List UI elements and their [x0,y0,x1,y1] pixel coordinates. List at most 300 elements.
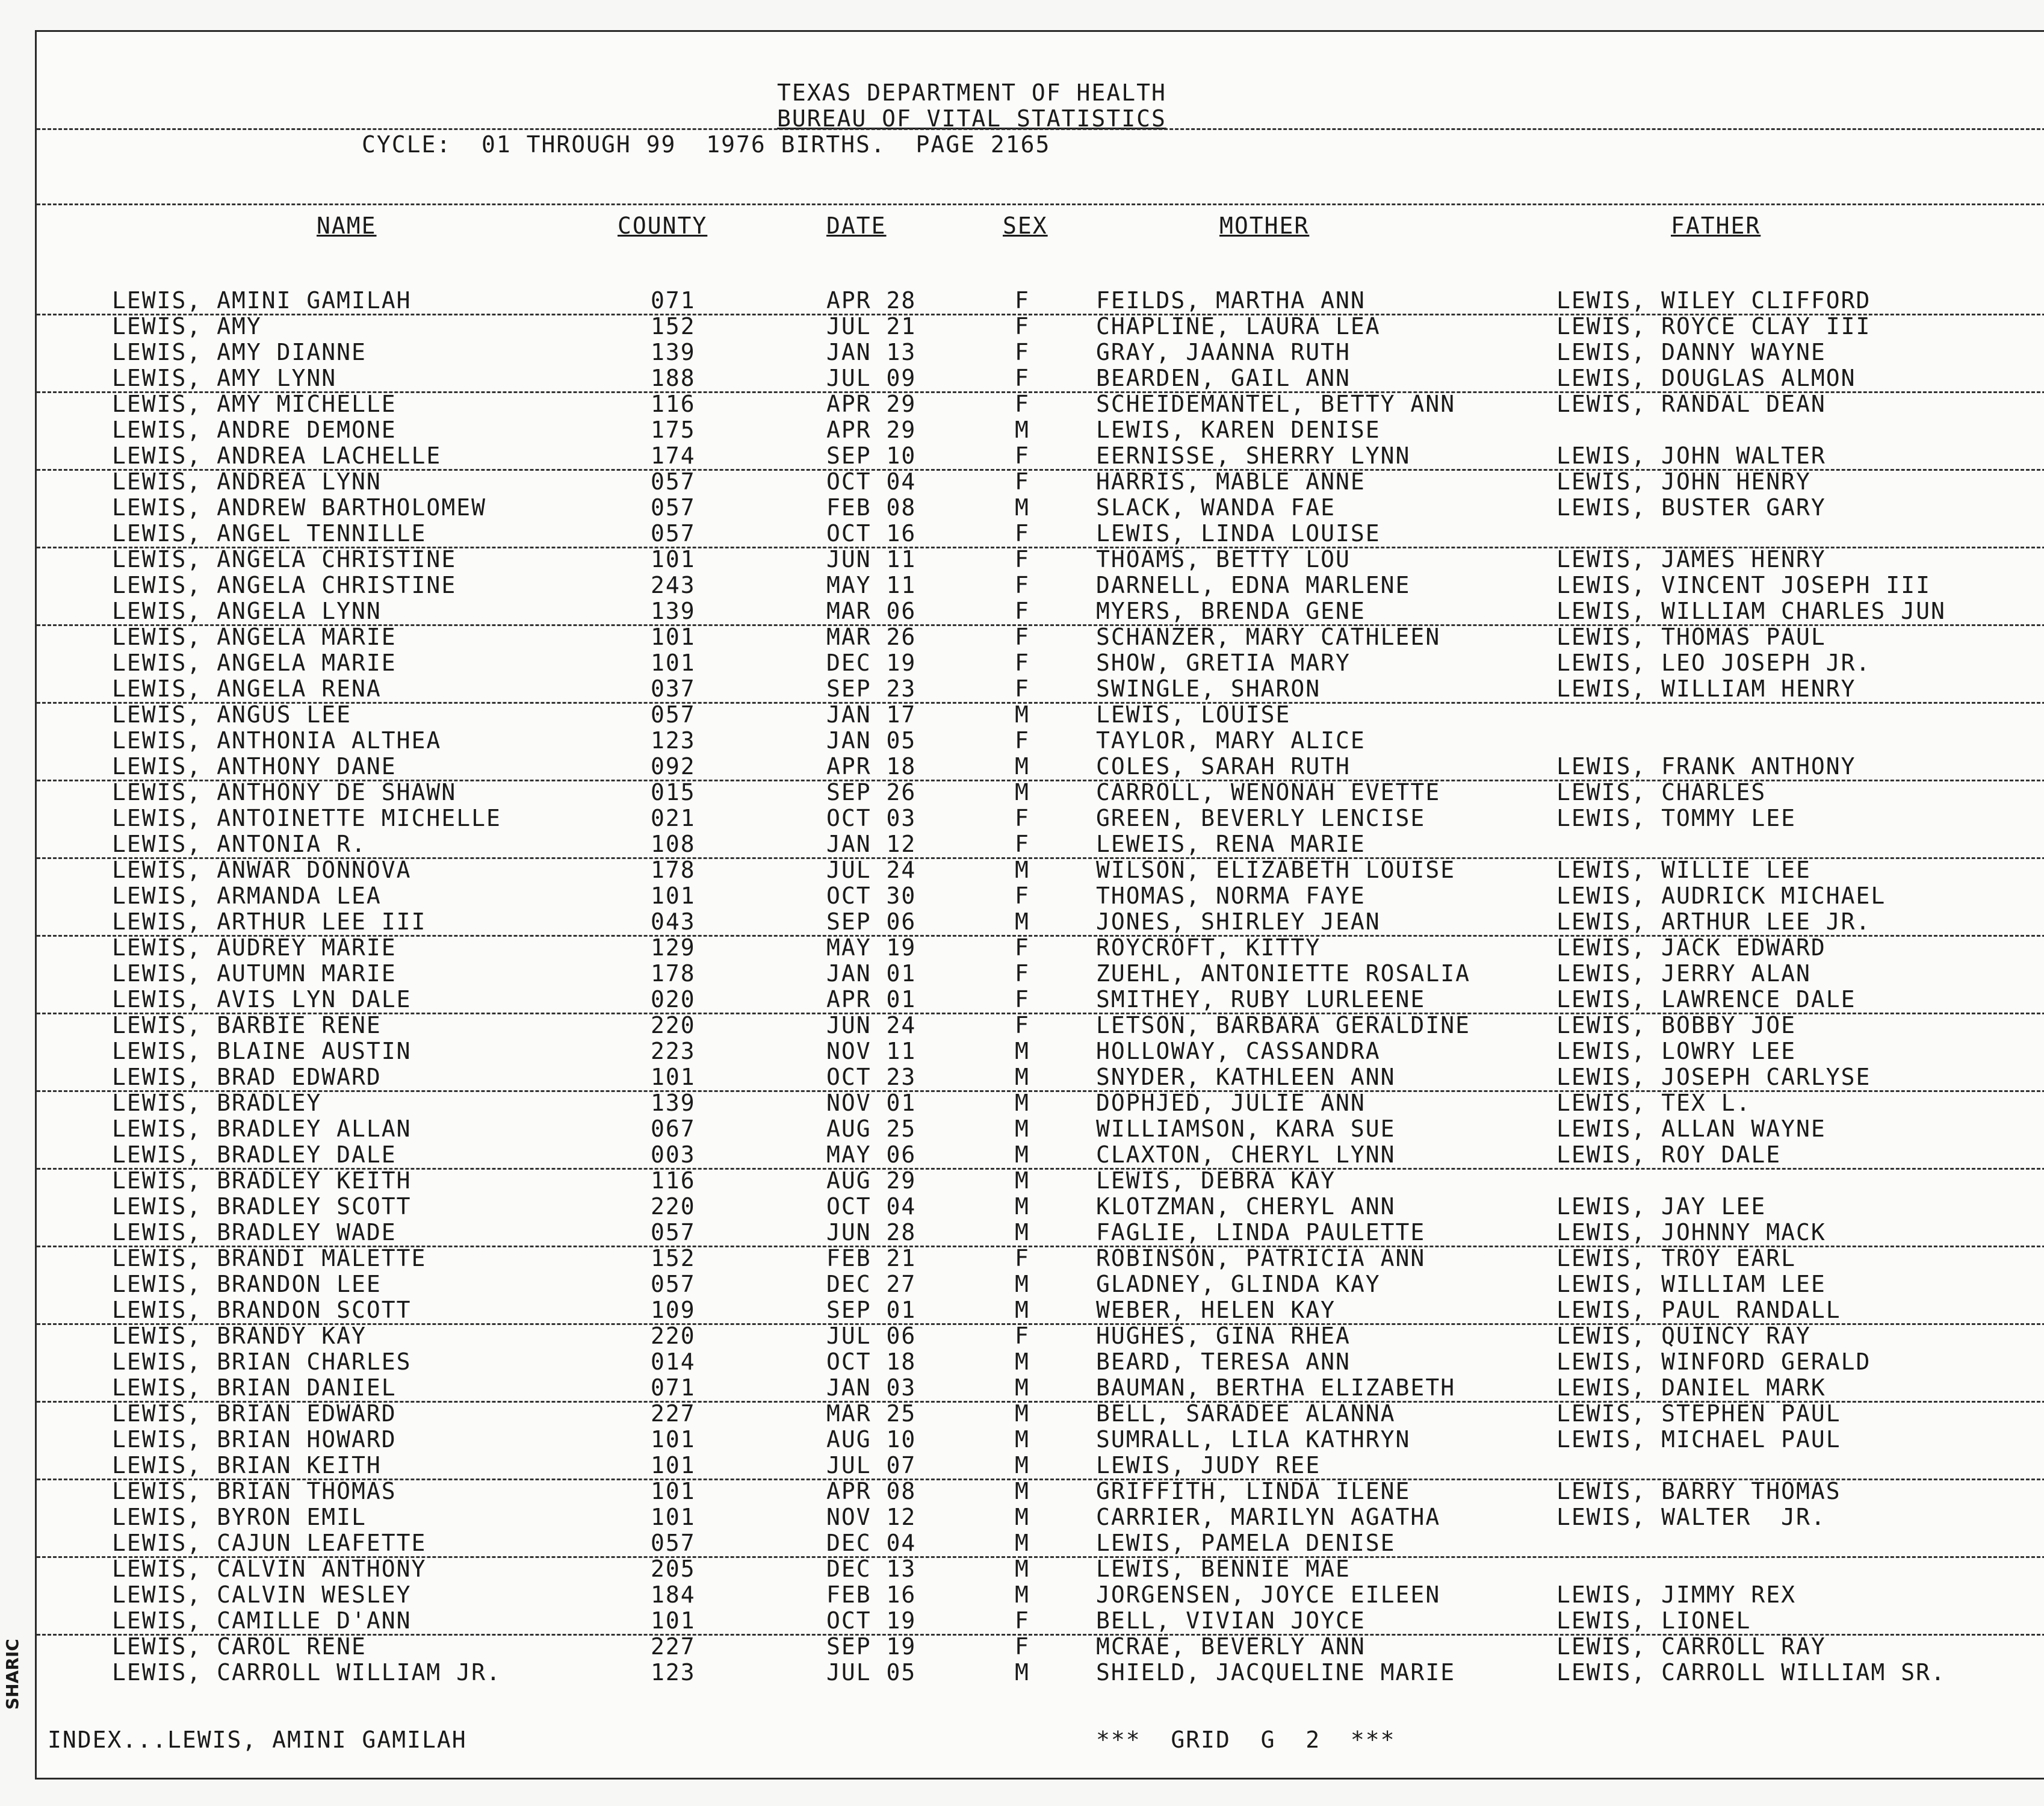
table-row [37,1427,2044,1453]
cell-father: LEWIS, ALLAN WAYNE [1556,1116,1826,1142]
cell-sex: F [1015,960,1030,987]
cell-county: 092 [651,753,696,780]
cell-father: LEWIS, VINCENT JOSEPH III [1556,572,1931,598]
cell-father: LEWIS, FRANK ANTHONY [1556,753,1856,780]
cell-father: LEWIS, CARROLL WILLIAM SR. [1556,1659,1946,1686]
cell-mother: SUMRALL, LILA KATHRYN [1096,1426,1411,1453]
table-row [37,883,2044,909]
table-row [37,547,2044,573]
table-row [37,1479,2044,1504]
cell-sex: F [1015,391,1030,417]
cell-county: 101 [651,1478,696,1504]
cell-father: LEWIS, THOMAS PAUL [1556,624,1826,650]
cell-date: SEP 19 [826,1633,917,1660]
cell-name: LEWIS, BRIAN CHARLES [112,1348,412,1375]
cell-name: LEWIS, ANGELA RENA [112,675,382,702]
table-row [37,495,2044,521]
cell-father: LEWIS, DANNY WAYNE [1556,339,1826,365]
cell-mother: FAGLIE, LINDA PAULETTE [1096,1219,1426,1246]
cell-father: LEWIS, CARROLL RAY [1556,1633,1826,1660]
cell-mother: ROYCROFT, KITTY [1096,934,1321,961]
cell-mother: KLOTZMAN, CHERYL ANN [1096,1193,1396,1220]
cell-date: SEP 10 [826,442,917,469]
cell-date: OCT 03 [826,805,917,831]
cell-county: 101 [651,650,696,676]
cell-sex: M [1015,417,1030,443]
cell-date: OCT 30 [826,883,917,909]
cell-name: LEWIS, BRANDON SCOTT [112,1297,412,1323]
cell-date: JUL 24 [826,857,917,883]
cell-name: LEWIS, AMY MICHELLE [112,391,397,417]
cell-county: 057 [651,520,696,547]
cell-mother: LEWIS, KAREN DENISE [1096,417,1381,443]
cell-mother: SHIELD, JACQUELINE MARIE [1096,1659,1456,1686]
cell-name: LEWIS, BRANDY KAY [112,1323,367,1349]
cell-county: 174 [651,442,696,469]
cell-name: LEWIS, BRIAN HOWARD [112,1426,397,1453]
cell-county: 057 [651,1530,696,1556]
cell-name: LEWIS, ANDRE DEMONE [112,417,397,443]
cell-mother: LEWEIS, RENA MARIE [1096,831,1366,857]
cell-name: LEWIS, ANDREA LYNN [112,468,382,495]
cell-name: LEWIS, CALVIN WESLEY [112,1581,412,1608]
table-row [37,1349,2044,1375]
cell-name: LEWIS, CALVIN ANTHONY [112,1556,427,1582]
cell-mother: FEILDS, MARTHA ANN [1096,287,1366,314]
cell-date: FEB 21 [826,1245,917,1271]
cell-name: LEWIS, AMY DIANNE [112,339,367,365]
table-row [37,1038,2044,1064]
table-row [37,624,2044,650]
cell-mother: LEWIS, BENNIE MAE [1096,1556,1351,1582]
cell-date: OCT 23 [826,1064,917,1090]
cell-mother: DOPHJED, JULIE ANN [1096,1090,1366,1116]
cell-county: 037 [651,675,696,702]
cell-date: FEB 08 [826,494,917,521]
table-row [37,598,2044,626]
cell-name: LEWIS, ANGUS LEE [112,701,352,728]
cell-name: LEWIS, ANGELA CHRISTINE [112,546,457,573]
table-row [37,650,2044,676]
table-row [37,1323,2044,1349]
cell-date: OCT 04 [826,468,917,495]
cell-name: LEWIS, ANDREW BARTHOLOMEW [112,494,486,521]
cell-county: 108 [651,831,696,857]
cell-county: 101 [651,1504,696,1530]
cell-date: APR 08 [826,1478,917,1504]
cell-name: LEWIS, BRADLEY SCOTT [112,1193,412,1220]
cell-father: LEWIS, JIMMY REX [1556,1581,1797,1608]
cell-mother: JONES, SHIRLEY JEAN [1096,908,1381,935]
cell-county: 227 [651,1633,696,1660]
cell-date: JUN 11 [826,546,917,573]
header-rule [37,128,2044,130]
cell-mother: GRIFFITH, LINDA ILENE [1096,1478,1411,1504]
cell-county: 101 [651,1607,696,1634]
cell-county: 003 [651,1141,696,1168]
cell-mother: BEARD, TERESA ANN [1096,1348,1351,1375]
cell-father: LEWIS, ARTHUR LEE JR. [1556,908,1871,935]
cell-father: LEWIS, JOHN HENRY [1556,468,1811,495]
cell-mother: LEWIS, JUDY REE [1096,1452,1321,1479]
table-row [37,728,2044,754]
table-row [37,1194,2044,1220]
cell-father: LEWIS, JOHN WALTER [1556,442,1826,469]
cell-name: LEWIS, BRADLEY KEITH [112,1167,412,1194]
cell-sex: F [1015,1607,1030,1634]
cell-name: LEWIS, BRIAN DANIEL [112,1374,397,1401]
cell-mother: JORGENSEN, JOYCE EILEEN [1096,1581,1441,1608]
cell-sex: F [1015,287,1030,314]
column-header-sex: SEX [1003,213,1048,239]
cell-date: AUG 25 [826,1116,917,1142]
cell-sex: M [1015,1581,1030,1608]
cell-father: LEWIS, WILLIAM HENRY [1556,675,1856,702]
cell-county: 220 [651,1193,696,1220]
table-row [37,340,2044,365]
cell-sex: F [1015,1633,1030,1660]
cell-mother: CARRIER, MARILYN AGATHA [1096,1504,1441,1530]
cell-name: LEWIS, BRANDI MALETTE [112,1245,427,1271]
table-row [37,443,2044,471]
cell-date: JAN 13 [826,339,917,365]
cell-father: LEWIS, JERRY ALAN [1556,960,1811,987]
cell-sex: M [1015,1452,1030,1479]
cell-sex: M [1015,1530,1030,1556]
cell-county: 129 [651,934,696,961]
cell-county: 057 [651,701,696,728]
column-header-mother: MOTHER [1219,213,1310,239]
table-row [37,754,2044,781]
record-sheet [35,30,2044,1780]
cell-sex: M [1015,701,1030,728]
cell-date: JAN 03 [826,1374,917,1401]
cell-sex: F [1015,675,1030,702]
table-row [37,909,2044,937]
cell-mother: WILSON, ELIZABETH LOUISE [1096,857,1456,883]
cell-mother: MYERS, BRENDA GENE [1096,598,1366,624]
table-row [37,1453,2044,1480]
cell-father: LEWIS, PAUL RANDALL [1556,1297,1841,1323]
cell-sex: M [1015,857,1030,883]
cell-sex: F [1015,883,1030,909]
cell-sex: M [1015,1400,1030,1427]
cell-county: 227 [651,1400,696,1427]
cell-sex: F [1015,1245,1030,1271]
cell-sex: M [1015,1348,1030,1375]
department-title: TEXAS DEPARTMENT OF HEALTH [777,79,1166,106]
cell-date: NOV 01 [826,1090,917,1116]
cell-county: 057 [651,468,696,495]
table-row [37,1271,2044,1297]
cell-mother: WILLIAMSON, KARA SUE [1096,1116,1396,1142]
cell-name: LEWIS, BRIAN THOMAS [112,1478,397,1504]
table-row [37,365,2044,393]
table-row [37,1013,2044,1038]
cell-sex: F [1015,650,1030,676]
cell-date: JAN 12 [826,831,917,857]
cell-date: OCT 18 [826,1348,917,1375]
cell-father: LEWIS, JACK EDWARD [1556,934,1826,961]
cell-county: 101 [651,546,696,573]
cell-sex: M [1015,1556,1030,1582]
cell-sex: M [1015,494,1030,521]
table-row [37,1090,2044,1116]
cell-sex: F [1015,339,1030,365]
cell-father: LEWIS, ROYCE CLAY III [1556,313,1871,340]
cell-name: LEWIS, ANGELA MARIE [112,624,397,650]
cell-name: LEWIS, ANTOINETTE MICHELLE [112,805,501,831]
cell-mother: WEBER, HELEN KAY [1096,1297,1336,1323]
cell-mother: THOAMS, BETTY LOU [1096,546,1351,573]
cell-sex: M [1015,1116,1030,1142]
cell-sex: F [1015,546,1030,573]
cell-date: JAN 05 [826,727,917,754]
cell-date: JUN 28 [826,1219,917,1246]
table-row [37,314,2044,340]
cell-mother: CLAXTON, CHERYL LYNN [1096,1141,1396,1168]
cell-county: 152 [651,1245,696,1271]
cell-name: LEWIS, AVIS LYN DALE [112,986,412,1013]
column-header-county: COUNTY [618,213,708,239]
cell-mother: SMITHEY, RUBY LURLEENE [1096,986,1426,1013]
cell-name: LEWIS, ANGEL TENNILLE [112,520,427,547]
cell-county: 071 [651,287,696,314]
cell-father: LEWIS, BARRY THOMAS [1556,1478,1841,1504]
table-row [37,1504,2044,1530]
cell-date: FEB 16 [826,1581,917,1608]
cell-mother: SLACK, WANDA FAE [1096,494,1336,521]
cell-name: LEWIS, CAMILLE D'ANN [112,1607,412,1634]
cell-county: 243 [651,572,696,598]
table-row [37,961,2044,987]
cell-date: OCT 04 [826,1193,917,1220]
cell-date: JUL 21 [826,313,917,340]
cell-mother: GLADNEY, GLINDA KAY [1096,1271,1381,1297]
cell-date: JUL 09 [826,365,917,391]
cell-sex: F [1015,365,1030,391]
cell-county: 205 [651,1556,696,1582]
cell-name: LEWIS, BRADLEY DALE [112,1141,397,1168]
cell-date: MAY 06 [826,1141,917,1168]
cell-date: JAN 01 [826,960,917,987]
cell-county: 139 [651,598,696,624]
cell-county: 178 [651,960,696,987]
cell-sex: F [1015,468,1030,495]
table-row [37,1660,2044,1686]
cell-name: LEWIS, ANTHONY DANE [112,753,397,780]
cell-mother: SCHEIDEMANTEL, BETTY ANN [1096,391,1456,417]
cell-father: LEWIS, LIONEL [1556,1607,1751,1634]
cell-county: 175 [651,417,696,443]
cell-county: 123 [651,1659,696,1686]
table-row [37,417,2044,443]
cell-sex: M [1015,1374,1030,1401]
cell-father: LEWIS, WILLIAM LEE [1556,1271,1826,1297]
column-header-father: FATHER [1671,213,1761,239]
table-row [37,805,2044,831]
cycle-line: CYCLE: 01 THROUGH 99 1976 BIRTHS. PAGE 2165 [362,131,1051,158]
cell-sex: F [1015,572,1030,598]
cell-county: 220 [651,1012,696,1038]
column-header-date: DATE [826,213,887,239]
cell-sex: M [1015,1090,1030,1116]
table-row [37,1116,2044,1142]
cell-mother: THOMAS, NORMA FAYE [1096,883,1366,909]
cell-sex: M [1015,908,1030,935]
cell-father: LEWIS, LAWRENCE DALE [1556,986,1856,1013]
cell-mother: HOLLOWAY, CASSANDRA [1096,1038,1381,1064]
cell-county: 184 [651,1581,696,1608]
cell-sex: F [1015,598,1030,624]
cell-mother: HUGHES, GINA RHEA [1096,1323,1351,1349]
cell-name: LEWIS, AUTUMN MARIE [112,960,397,987]
cell-county: 123 [651,727,696,754]
cell-county: 223 [651,1038,696,1064]
cell-sex: F [1015,624,1030,650]
cell-father: LEWIS, MICHAEL PAUL [1556,1426,1841,1453]
grid-footer: *** GRID G 2 *** [1096,1727,1396,1753]
cell-sex: F [1015,313,1030,340]
table-row [37,1297,2044,1325]
cell-name: LEWIS, ANTHONY DE SHAWN [112,779,457,805]
cell-county: 057 [651,1271,696,1297]
cell-sex: F [1015,831,1030,857]
cell-name: LEWIS, CAROL RENE [112,1633,367,1660]
cell-mother: HARRIS, MABLE ANNE [1096,468,1366,495]
cell-sex: M [1015,1038,1030,1064]
cell-father: LEWIS, LEO JOSEPH JR. [1556,650,1871,676]
table-row [37,1064,2044,1092]
cell-mother: MCRAE, BEVERLY ANN [1096,1633,1366,1660]
table-row [37,1168,2044,1194]
cell-county: 015 [651,779,696,805]
side-label: SHARIC [2,1639,22,1710]
cell-name: LEWIS, ANGELA CHRISTINE [112,572,457,598]
cell-name: LEWIS, ANTONIA R. [112,831,367,857]
cell-county: 057 [651,494,696,521]
cell-name: LEWIS, BRANDON LEE [112,1271,382,1297]
cell-father: LEWIS, DANIEL MARK [1556,1374,1826,1401]
cell-date: DEC 04 [826,1530,917,1556]
cell-mother: LETSON, BARBARA GERALDINE [1096,1012,1470,1038]
cell-county: 109 [651,1297,696,1323]
cell-mother: DARNELL, EDNA MARLENE [1096,572,1411,598]
cell-mother: LEWIS, DEBRA KAY [1096,1167,1336,1194]
cell-sex: F [1015,1323,1030,1349]
cell-name: LEWIS, AMY [112,313,262,340]
cell-father: LEWIS, DOUGLAS ALMON [1556,365,1856,391]
cell-sex: M [1015,1141,1030,1168]
cell-county: 116 [651,1167,696,1194]
cell-father: LEWIS, AUDRICK MICHAEL [1556,883,1886,909]
cell-county: 057 [651,1219,696,1246]
cell-sex: M [1015,1659,1030,1686]
cell-county: 071 [651,1374,696,1401]
table-row [37,935,2044,961]
cell-name: LEWIS, CARROLL WILLIAM JR. [112,1659,501,1686]
cell-father: LEWIS, LOWRY LEE [1556,1038,1797,1064]
cell-mother: SCHANZER, MARY CATHLEEN [1096,624,1441,650]
cell-date: MAR 25 [826,1400,917,1427]
cell-county: 101 [651,624,696,650]
cell-father: LEWIS, WINFORD GERALD [1556,1348,1871,1375]
cell-mother: BEARDEN, GAIL ANN [1096,365,1351,391]
cell-mother: EERNISSE, SHERRY LYNN [1096,442,1411,469]
cell-name: LEWIS, ARTHUR LEE III [112,908,427,935]
cell-sex: M [1015,1219,1030,1246]
index-footer: INDEX...LEWIS, AMINI GAMILAH [48,1727,467,1753]
cell-sex: F [1015,805,1030,831]
cell-county: 043 [651,908,696,935]
cell-date: MAR 26 [826,624,917,650]
cell-father: LEWIS, BUSTER GARY [1556,494,1826,521]
cell-father: LEWIS, ROY DALE [1556,1141,1782,1168]
table-row [37,987,2044,1014]
cell-date: NOV 11 [826,1038,917,1064]
cell-father: LEWIS, JAY LEE [1556,1193,1767,1220]
cell-sex: F [1015,934,1030,961]
cell-name: LEWIS, BLAINE AUSTIN [112,1038,412,1064]
cell-county: 101 [651,883,696,909]
cell-name: LEWIS, BRAD EDWARD [112,1064,382,1090]
cell-name: LEWIS, ANGELA MARIE [112,650,397,676]
cell-mother: CARROLL, WENONAH EVETTE [1096,779,1441,805]
cell-sex: M [1015,1167,1030,1194]
cell-father: LEWIS, TROY EARL [1556,1245,1797,1271]
column-header-name: NAME [317,213,377,239]
cell-name: LEWIS, ANWAR DONNOVA [112,857,412,883]
bureau-title: BUREAU OF VITAL STATISTICS [777,105,1166,132]
cell-father: LEWIS, JAMES HENRY [1556,546,1826,573]
cell-mother: LEWIS, LINDA LOUISE [1096,520,1381,547]
cell-mother: ZUEHL, ANTONIETTE ROSALIA [1096,960,1470,987]
cell-mother: CHAPLINE, LAURA LEA [1096,313,1381,340]
cell-sex: M [1015,753,1030,780]
cell-mother: SNYDER, KATHLEEN ANN [1096,1064,1396,1090]
cell-father: LEWIS, TEX L. [1556,1090,1751,1116]
cell-date: JUL 06 [826,1323,917,1349]
table-row [37,1582,2044,1608]
cell-date: APR 29 [826,391,917,417]
table-row [37,1608,2044,1636]
cell-county: 101 [651,1452,696,1479]
table-row [37,1142,2044,1170]
cell-father: LEWIS, TOMMY LEE [1556,805,1797,831]
table-row [37,676,2044,704]
cell-sex: F [1015,1012,1030,1038]
table-row [37,1401,2044,1427]
cell-sex: M [1015,1064,1030,1090]
cell-father: LEWIS, CHARLES [1556,779,1767,805]
cell-father: LEWIS, BOBBY JOE [1556,1012,1797,1038]
table-row [37,469,2044,495]
cell-date: OCT 19 [826,1607,917,1634]
cell-name: LEWIS, BRIAN KEITH [112,1452,382,1479]
cell-date: SEP 01 [826,1297,917,1323]
cell-name: LEWIS, BYRON EMIL [112,1504,367,1530]
table-row [37,1556,2044,1582]
cell-county: 116 [651,391,696,417]
cell-date: APR 29 [826,417,917,443]
cell-date: OCT 16 [826,520,917,547]
table-row [37,780,2044,805]
table-row [37,702,2044,728]
cell-name: LEWIS, ANTHONIA ALTHEA [112,727,442,754]
cell-father: LEWIS, WALTER JR. [1556,1504,1826,1530]
cell-county: 014 [651,1348,696,1375]
cell-sex: M [1015,1271,1030,1297]
